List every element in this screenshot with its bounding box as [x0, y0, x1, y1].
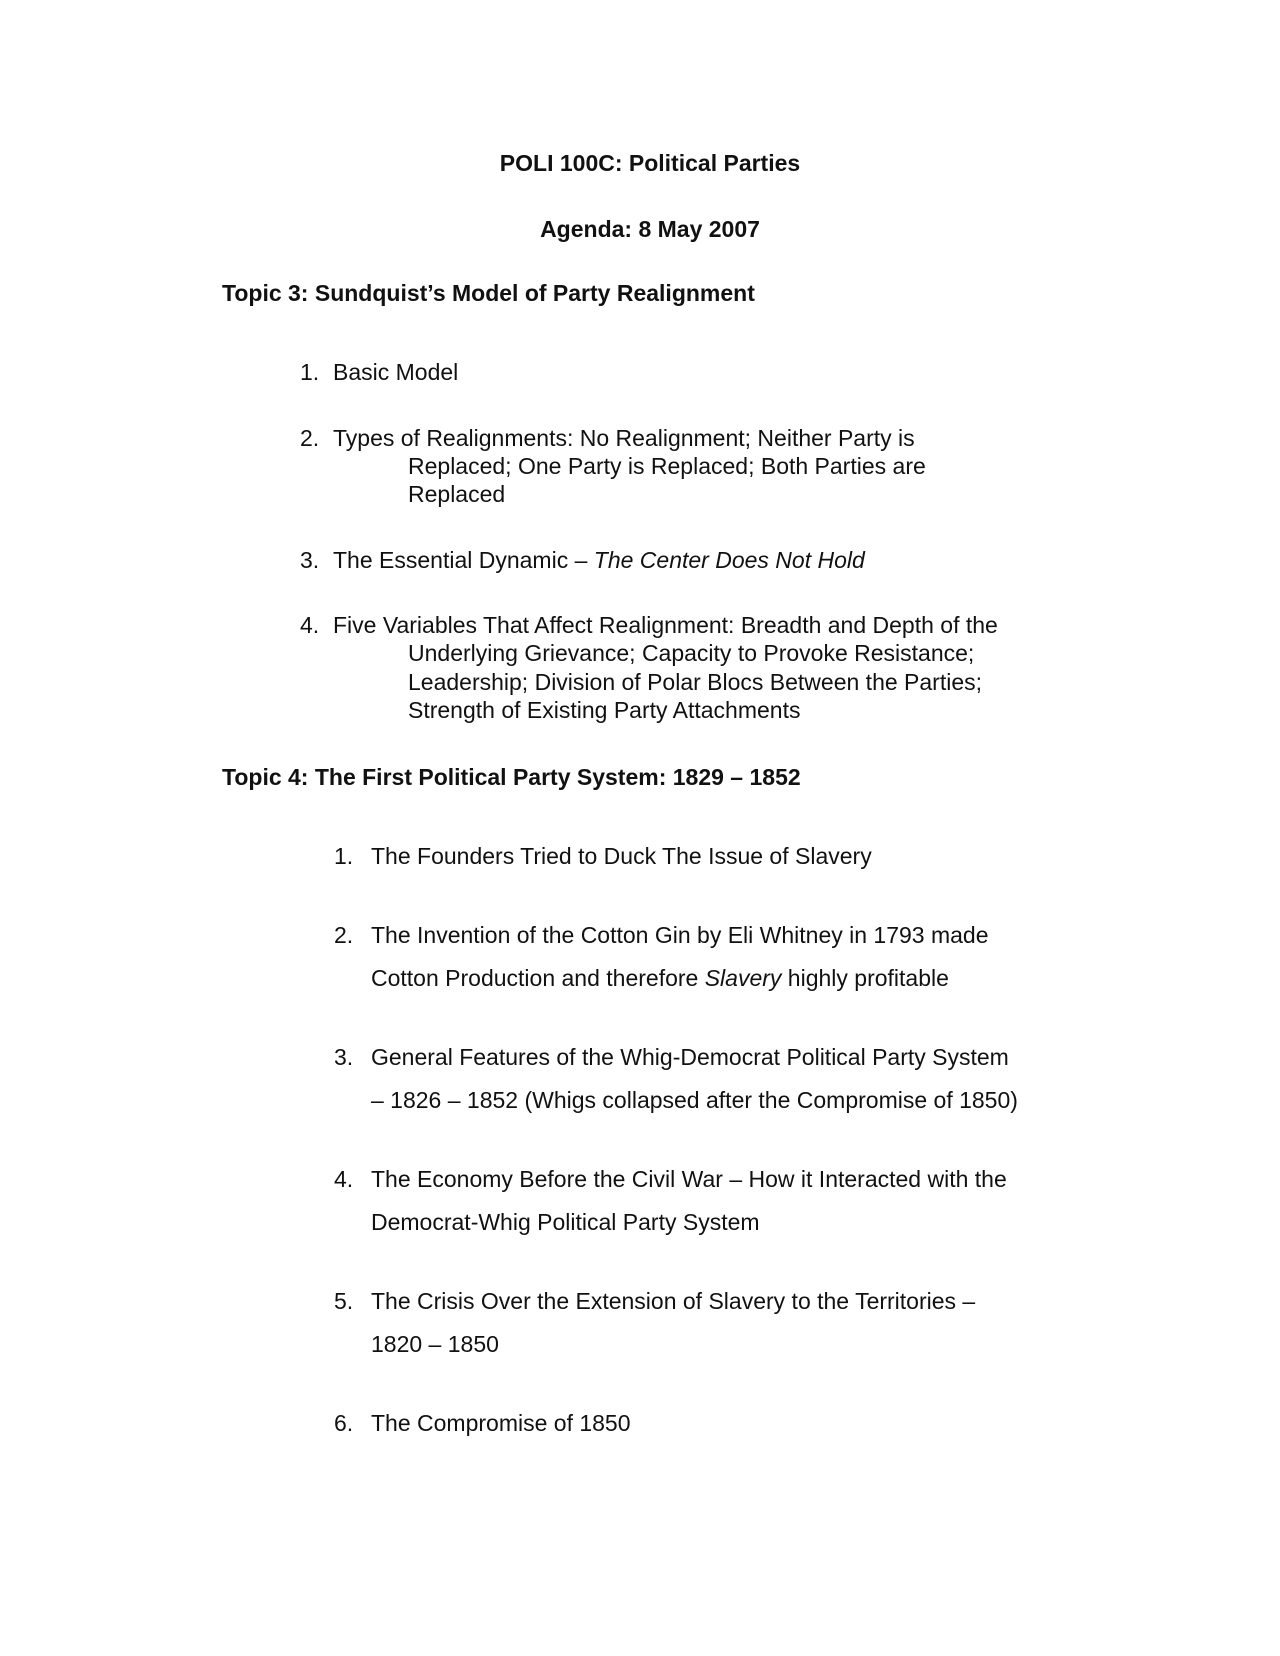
item-text-line-1: The Crisis Over the Extension of Slavery to the Territories – — [371, 1288, 976, 1314]
item-text-line-2: Underlying Grievance; Capacity to Provoke Resistance; — [408, 640, 975, 666]
item-text-plain-after: highly profitable — [781, 965, 949, 991]
item-text-line-4: Strength of Existing Party Attachments — [408, 697, 801, 723]
item-text-plain: Cotton Production and therefore — [371, 965, 705, 991]
item-number: 3. — [300, 547, 320, 573]
item-text-line-3: Replaced — [408, 481, 506, 507]
topic-3-heading: Topic 3: Sundquist’s Model of Party Realignment — [222, 280, 755, 306]
item-text: Basic Model — [333, 359, 459, 385]
item-number: 3. — [334, 1044, 354, 1070]
item-number: 2. — [300, 425, 320, 451]
item-number: 1. — [334, 843, 354, 869]
item-text-line-2: Democrat-Whig Political Party System — [371, 1209, 760, 1235]
item-text: The Founders Tried to Duck The Issue of Slavery — [371, 843, 872, 869]
item-number: 4. — [334, 1166, 354, 1192]
item-number: 4. — [300, 612, 320, 638]
item-text: The Compromise of 1850 — [371, 1410, 631, 1436]
item-text-line-1: The Economy Before the Civil War – How it Interacted with the — [371, 1166, 1007, 1192]
item-text-line-2: Replaced; One Party is Replaced; Both Parties are — [408, 453, 926, 479]
item-text-line-1: General Features of the Whig-Democrat Political Party System — [371, 1044, 1009, 1070]
item-text-italic: Slavery — [704, 965, 782, 991]
item-text-line-1: Types of Realignments: No Realignment; Neither Party is — [333, 425, 915, 451]
item-text-line-1: Five Variables That Affect Realignment: Breadth and Depth of the — [333, 612, 998, 638]
item-number: 5. — [334, 1288, 354, 1314]
item-text-line-2: – 1826 – 1852 (Whigs collapsed after the Compromise of 1850) — [371, 1087, 1018, 1113]
agenda-date: Agenda: 8 May 2007 — [540, 216, 760, 242]
item-text-plain: The Essential Dynamic – — [333, 547, 594, 573]
course-title: POLI 100C: Political Parties — [499, 150, 801, 176]
topic-4-heading: Topic 4: The First Political Party System: 1829 – 1852 — [222, 764, 801, 790]
item-number: 1. — [300, 359, 320, 385]
item-text-line-2 — [371, 965, 949, 992]
item-text-line-3: Leadership; Division of Polar Blocs Between the Parties; — [408, 669, 983, 695]
item-number: 6. — [334, 1410, 354, 1436]
item-text-line-1: The Invention of the Cotton Gin by Eli Whitney in 1793 made — [371, 922, 989, 948]
item-text — [333, 547, 865, 574]
item-text-line-2: 1820 – 1850 — [371, 1331, 499, 1357]
item-text-italic: The Center Does Not Hold — [593, 547, 865, 573]
item-number: 2. — [334, 922, 354, 948]
